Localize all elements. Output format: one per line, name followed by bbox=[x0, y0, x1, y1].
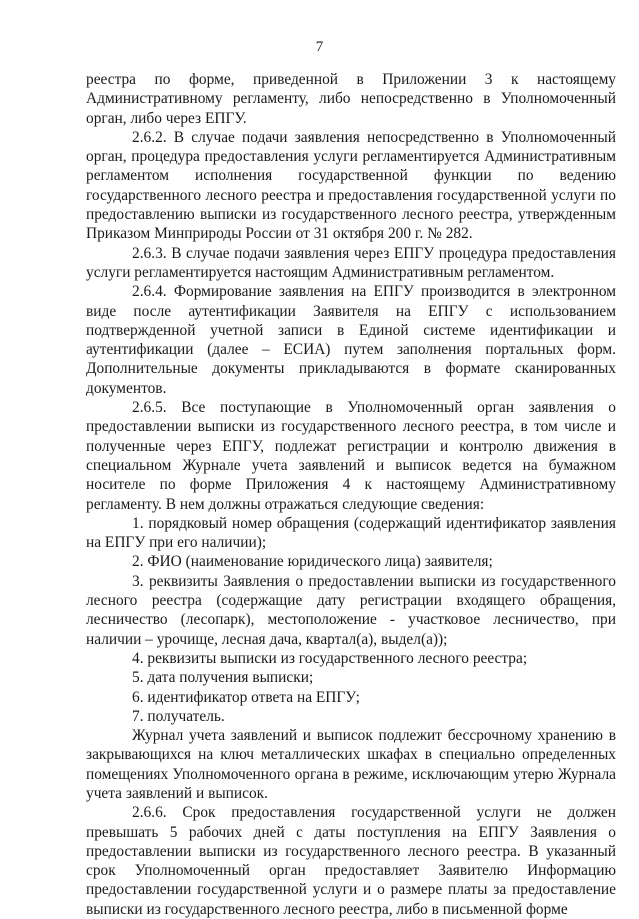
paragraph-2-6-6: 2.6.6. Срок предоставления государственной услуги не должен превышать 5 рабочих дней с даты поступления на ЕПГУ Заявления о предоставлении выписки из государственного лесного реестра. В указанный срок Уполномоченный орган предоставляет Заявителю Информацию предоставлении государственной услуги и о размере платы за предоставление выписки из государственного лесного реестра, либо в письменной форме bbox=[86, 804, 616, 918]
paragraph-2-6-4: 2.6.4. Формирование заявления на ЕПГУ производится в электронном виде после аутентификации Заявителя на ЕПГУ с использованием подтвержденной учетной записи в Единой системе идентификации и аутентификации (далее – ЕСИА) путем заполнения портальных форм. Дополнительные документы прикладываются в формате сканированных документов. bbox=[86, 283, 616, 397]
paragraph-journal-storage: Журнал учета заявлений и выписок подлежит бессрочному хранению в закрывающихся на ключ металлических шкафах в специально определенных помещениях Уполномоченного органа в режиме, исключающим утерю Журнала учета заявлений и выписок. bbox=[86, 727, 616, 802]
paragraph-2-6-5: 2.6.5. Все поступающие в Уполномоченный орган заявления о предоставлении выписки из государственного лесного реестра, в том числе и полученные через ЕПГУ, подлежат регистрации и контролю движения в специальном Журнале учета заявлений и выписок ведется на бумажном носителе по форме Приложения 4 к настоящему Административному регламенту. В нем должны отражаться следующие сведения: bbox=[86, 399, 616, 513]
list-item-2: 2. ФИО (наименование юридического лица) заявителя; bbox=[132, 553, 493, 571]
paragraph-continuation: реестра по форме, приведенной в Приложении 3 к настоящему Административному регламенту, либо непосредственно в Уполномоченный орган, либо через ЕПГУ. bbox=[86, 71, 616, 127]
body-text bbox=[86, 70, 616, 919]
list-item-4: 4. реквизиты выписки из государственного лесного реестра; bbox=[132, 649, 528, 667]
paragraph-2-6-3: 2.6.3. В случае подачи заявления через ЕПГУ процедура предоставления услуги регламентируется настоящим Административным регламентом. bbox=[86, 244, 616, 281]
list-item-1: 1. порядковый номер обращения (содержащий идентификатор заявления на ЕПГУ при его наличии); bbox=[86, 514, 616, 552]
page-number: 7 bbox=[315, 39, 324, 55]
list-item-6: 6. идентификатор ответа на ЕПГУ; bbox=[132, 688, 360, 706]
list-item-5: 5. дата получения выписки; bbox=[132, 669, 314, 687]
paragraph-2-6-2: 2.6.2. В случае подачи заявления непосредственно в Уполномоченный орган, процедура предоставления услуги регламентируется Административным регламентом исполнения государственной функции по ведению государственного лесного реестра и предоставления государственной услуги по предоставлению выписки из государственного лесного реестра, утвержденным Приказом Минприроды России от 31 октября 200 г. № 282. bbox=[86, 128, 616, 243]
list-item-3: 3. реквизиты Заявления о предоставлении выписки из государственного лесного реестра (содержащие дату регистрации входящего обращения, лесничество (лесопарк), местоположение - участковое лесничество, при наличии – урочище, лесная дача, квартал(а), выдел(а)); bbox=[86, 572, 616, 648]
list-item-7: 7. получатель. bbox=[132, 707, 225, 725]
